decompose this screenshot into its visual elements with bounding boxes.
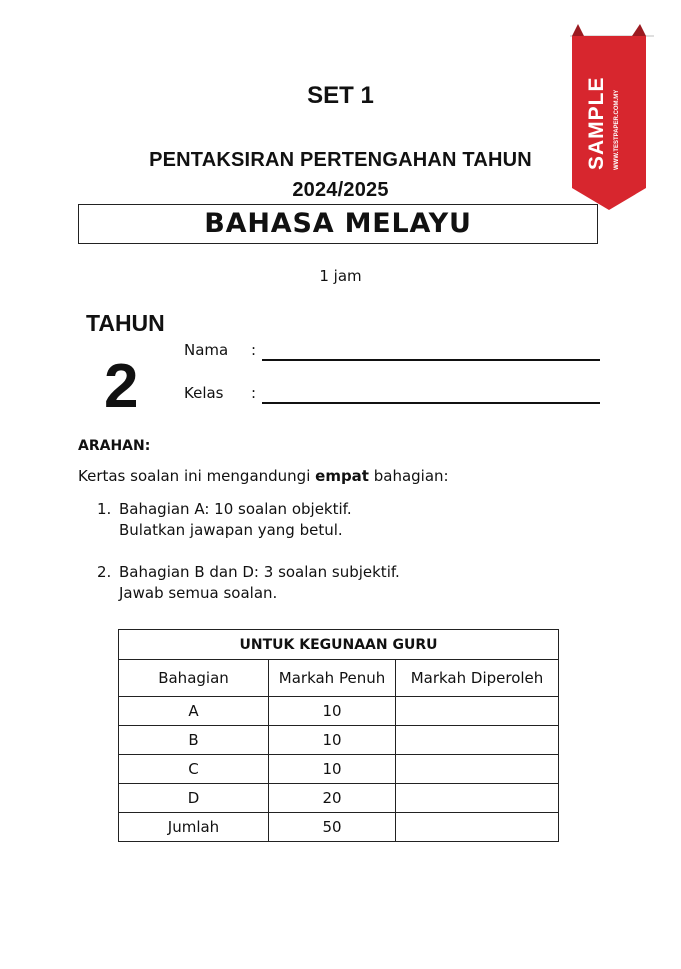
table-row [119,813,559,842]
exam-title-line1: PENTAKSIRAN PERTENGAHAN TAHUN [149,149,532,171]
full-marks-cell: 50 [269,813,396,842]
table-row [119,726,559,755]
class-colon: : [251,384,257,402]
section-cell: C [119,755,269,784]
instruction-line: Bahagian B dan D: 3 soalan subjektif. [119,563,400,581]
full-marks-cell: 20 [269,784,396,813]
year-label: TAHUN [86,310,165,336]
column-header-section: Bahagian [119,660,269,697]
section-cell: A [119,697,269,726]
instruction-number: 2. [97,563,112,581]
ribbon-sample-text: SAMPLE [585,76,608,170]
instruction-item [97,499,352,541]
full-marks-cell: 10 [269,697,396,726]
name-colon: : [251,341,257,359]
duration: 1 jam [319,267,362,285]
sample-ribbon [570,20,654,216]
class-field[interactable] [262,402,600,404]
obtained-marks-cell[interactable] [396,697,559,726]
exam-year: 2024/2025 [292,179,389,201]
intro-suffix: bahagian: [368,467,449,485]
ribbon-url-text: WWW.TESTPAPER.COM.MY [614,89,620,170]
name-field[interactable] [262,359,600,361]
obtained-marks-cell[interactable] [396,813,559,842]
instruction-number: 1. [97,500,112,518]
obtained-marks-cell[interactable] [396,755,559,784]
instruction-line: Bahagian A: 10 soalan objektif. [119,500,352,518]
table-title: UNTUK KEGUNAAN GURU [119,630,559,660]
subject-title: BAHASA MELAYU [78,204,598,244]
instructions-heading: ARAHAN: [78,438,151,454]
ribbon-fold-left [572,24,584,36]
teacher-marks-table [118,629,559,842]
ribbon-body [572,36,646,210]
instruction-line: Jawab semua soalan. [119,584,278,602]
instruction-line: Bulatkan jawapan yang betul. [119,521,343,539]
year-number: 2 [104,352,139,421]
class-label: Kelas [184,384,224,402]
instructions-intro [78,467,449,485]
table-row [119,784,559,813]
full-marks-cell: 10 [269,755,396,784]
column-header-full-marks: Markah Penuh [269,660,396,697]
table-row [119,755,559,784]
section-cell: D [119,784,269,813]
column-header-marks-obtained: Markah Diperoleh [396,660,559,697]
obtained-marks-cell[interactable] [396,784,559,813]
name-label: Nama [184,341,229,359]
section-cell: B [119,726,269,755]
full-marks-cell: 10 [269,726,396,755]
instruction-item [97,562,400,604]
section-cell: Jumlah [119,813,269,842]
ribbon-fold-right [632,24,646,36]
intro-prefix: Kertas soalan ini mengandungi [78,467,316,485]
table-row [119,697,559,726]
intro-bold: empat [315,467,369,485]
set-title: SET 1 [307,82,374,109]
obtained-marks-cell[interactable] [396,726,559,755]
